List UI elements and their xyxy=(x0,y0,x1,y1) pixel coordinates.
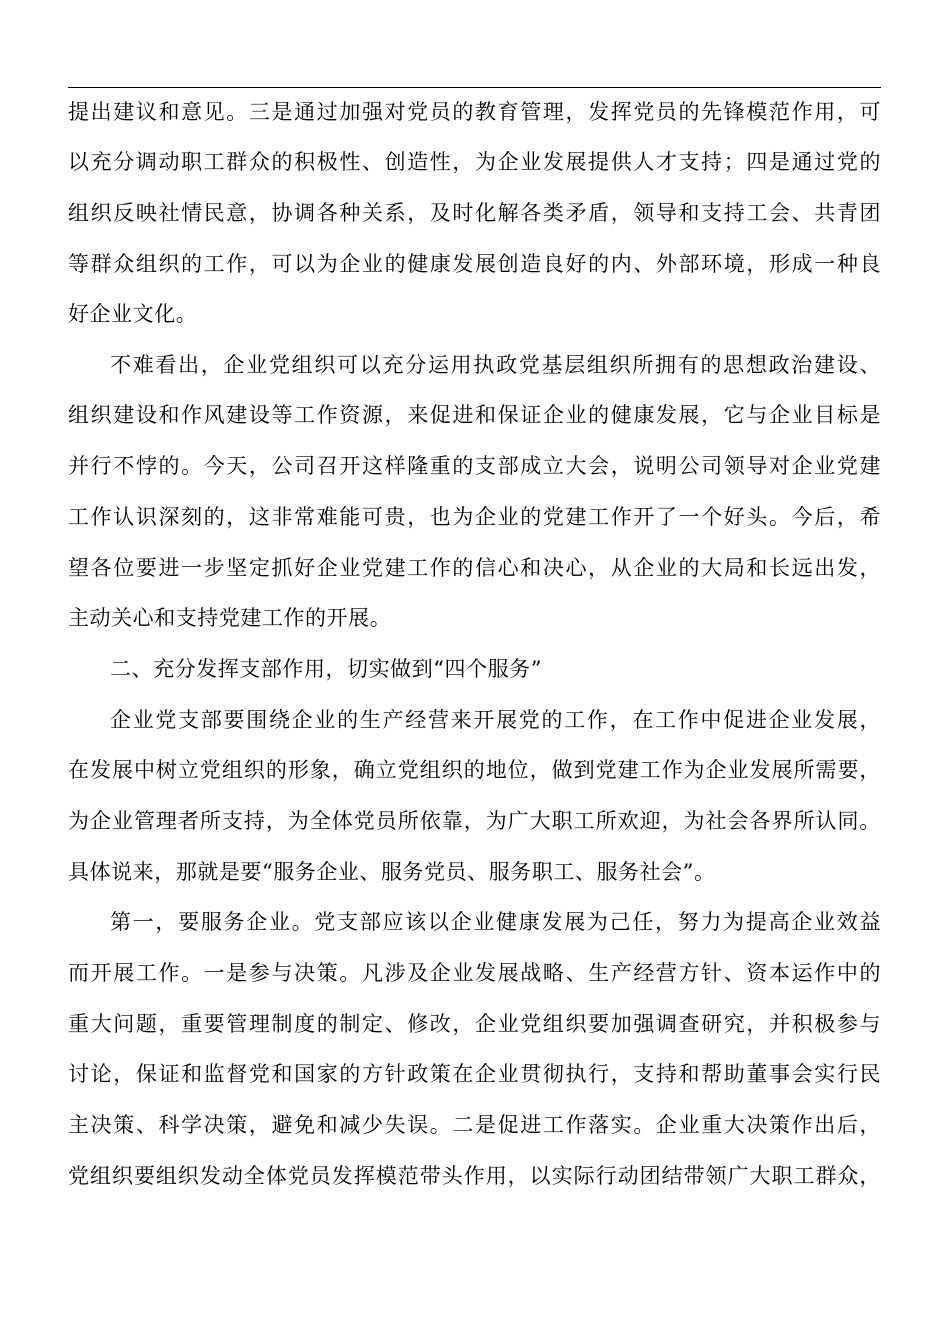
text-line-21: 主决策、科学决策，避免和减少失误。二是促进工作落实。企业重大决策作出后， xyxy=(68,1113,881,1137)
text-line-2: 以充分调动职工群众的积极性、创造性，为企业发展提供人才支持；四是通过党的 xyxy=(68,150,881,174)
text-line-4: 等群众组织的工作，可以为企业的健康发展创造良好的内、外部环境，形成一种良 xyxy=(68,252,881,276)
section-heading: 二、充分发挥支部作用，切实做到“四个服务” xyxy=(110,657,543,681)
text-line-19: 重大问题，重要管理制度的制定、修改，企业党组织要加强调查研究，并积极参与 xyxy=(68,1012,881,1036)
header-rule xyxy=(68,87,881,88)
text-line-15: 为企业管理者所支持，为全体党员所依靠，为广大职工所欢迎，为社会各界所认同。 xyxy=(68,809,881,833)
text-line-10: 望各位要进一步坚定抓好企业党建工作的信心和决心，从企业的大局和长远出发， xyxy=(68,556,881,580)
text-line-22: 党组织要组织发动全体党员发挥模范带头作用，以实际行动团结带领广大职工群众， xyxy=(68,1164,881,1188)
text-line-16: 具体说来，那就是要“服务企业、服务党员、服务职工、服务社会”。 xyxy=(68,860,716,884)
text-line-20: 讨论，保证和监督党和国家的方针政策在企业贯彻执行，支持和帮助董事会实行民 xyxy=(68,1062,881,1086)
text-line-5: 好企业文化。 xyxy=(68,302,198,326)
text-line-18: 而开展工作。一是参与决策。凡涉及企业发展战略、生产经营方针、资本运作中的 xyxy=(68,961,881,985)
text-line-6: 不难看出，企业党组织可以充分运用执政党基层组织所拥有的思想政治建设、 xyxy=(110,353,881,377)
text-line-7: 组织建设和作风建设等工作资源，来促进和保证企业的健康发展，它与企业目标是 xyxy=(68,403,881,427)
text-line-3: 组织反映社情民意，协调各种关系，及时化解各类矛盾，领导和支持工会、共青团 xyxy=(68,201,881,225)
text-line-13: 企业党支部要围绕企业的生产经营来开展党的工作，在工作中促进企业发展， xyxy=(110,708,881,732)
text-line-11: 主动关心和支持党建工作的开展。 xyxy=(68,606,392,630)
text-line-9: 工作认识深刻的，这非常难能可贵，也为企业的党建工作开了一个好头。今后，希 xyxy=(68,505,881,529)
text-line-8: 并行不悖的。今天，公司召开这样隆重的支部成立大会，说明公司领导对企业党建 xyxy=(68,454,881,478)
text-line-17: 第一，要服务企业。党支部应该以企业健康发展为己任，努力为提高企业效益 xyxy=(110,910,881,934)
text-line-14: 在发展中树立党组织的形象，确立党组织的地位，做到党建工作为企业发展所需要， xyxy=(68,758,881,782)
text-line-1: 提出建议和意见。三是通过加强对党员的教育管理，发挥党员的先锋模范作用，可 xyxy=(68,100,881,124)
